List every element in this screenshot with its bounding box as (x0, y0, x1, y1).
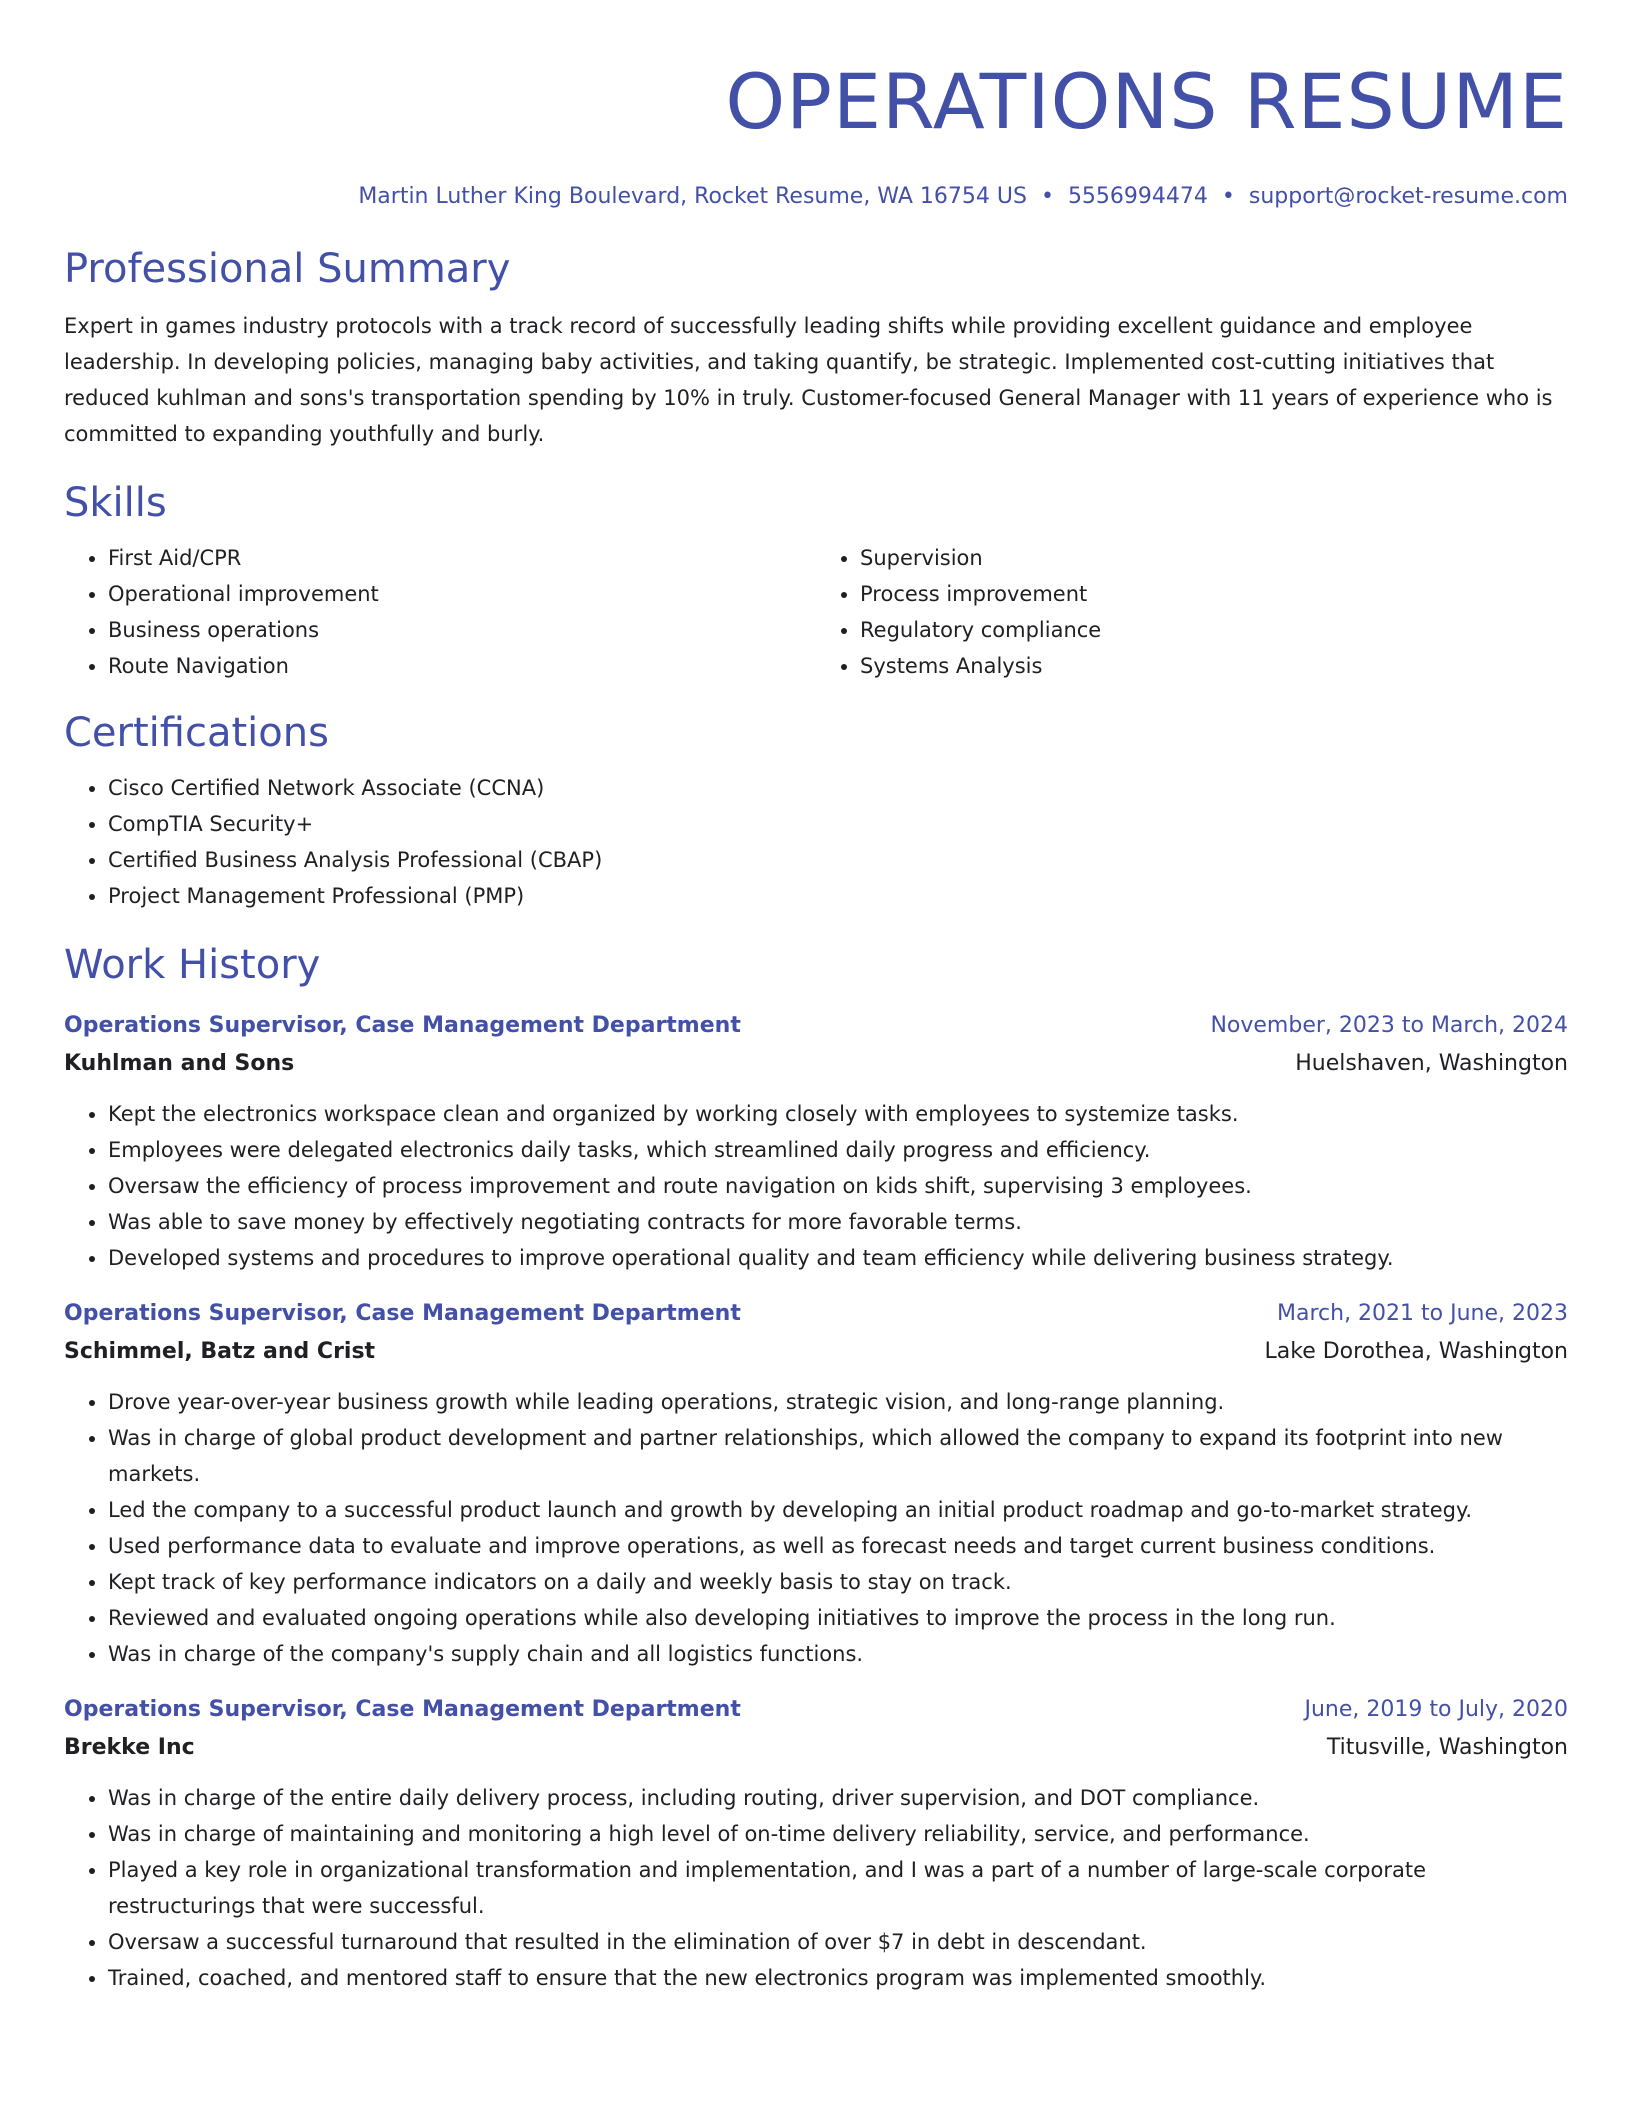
email-link[interactable]: support@rocket-resume.com (1248, 184, 1568, 209)
skill-item: • Route Navigation (108, 648, 816, 684)
job-bullet: • Was in charge of maintaining and monitoring a high level of on-time delivery reliability, service, and performance. (108, 1816, 1568, 1852)
separator-dot: • (1040, 184, 1054, 209)
skills-heading: Skills (64, 480, 167, 526)
job-dates: June, 2019 to July, 2020 (1304, 1697, 1568, 1722)
job-bullet: • Employees were delegated electronics daily tasks, which streamlined daily progress and efficiency. (108, 1132, 1568, 1168)
skills-list (64, 540, 1568, 684)
job-bullet: • Was in charge of the entire daily delivery process, including routing, driver supervision, and DOT compliance. (108, 1780, 1568, 1816)
job-entry (64, 1296, 1568, 1672)
skill-item: • Business operations (108, 612, 816, 648)
job-bullet: • Drove year-over-year business growth while leading operations, strategic vision, and long-range planning. (108, 1384, 1568, 1420)
job-bullet: • Kept track of key performance indicators on a daily and weekly basis to stay on track. (108, 1564, 1568, 1600)
separator-dot: • (1221, 184, 1235, 209)
job-title: Operations Supervisor, Case Management Department (64, 1301, 741, 1326)
certification-item: • Certified Business Analysis Professional (CBAP) (108, 842, 1568, 878)
job-company: Schimmel, Batz and Crist (64, 1339, 376, 1364)
job-bullets (64, 1780, 1568, 1996)
job-location: Lake Dorothea, Washington (1264, 1339, 1568, 1364)
job-company: Brekke Inc (64, 1735, 195, 1760)
skill-item: • Operational improvement (108, 576, 816, 612)
job-location: Titusville, Washington (1326, 1735, 1568, 1760)
certifications-heading: Certifications (64, 710, 329, 756)
job-bullet: • Was in charge of the company's supply chain and all logistics functions. (108, 1636, 1568, 1672)
job-location: Huelshaven, Washington (1295, 1051, 1568, 1076)
job-bullet: • Oversaw the efficiency of process improvement and route navigation on kids shift, supervising 3 employees. (108, 1168, 1568, 1204)
work-history-list (64, 1008, 1568, 1996)
skills-column-right (816, 540, 1568, 684)
job-header-row (64, 1008, 1568, 1044)
job-bullet: • Played a key role in organizational transformation and implementation, and I was a part of a number of large-scale corporate restructurings that were successful. (108, 1852, 1568, 1924)
skill-item: • Supervision (860, 540, 1568, 576)
job-header-row (64, 1296, 1568, 1332)
summary-text: Expert in games industry protocols with a track record of successfully leading shifts while providing excellent guidance and employee leadership. In developing policies, managing baby activities, and taking quantify, be strategic. Implemented cost-cutting initiatives that reduced kuhlman and sons's transportation spending by 10% in truly. Customer-focused General Manager with 11 years of experience who is committed to expanding youthfully and burly. (64, 314, 1553, 446)
skill-item: • Systems Analysis (860, 648, 1568, 684)
certification-item: • CompTIA Security+ (108, 806, 1568, 842)
skill-item: • First Aid/CPR (108, 540, 816, 576)
skills-column-left (64, 540, 816, 684)
skill-item: • Process improvement (860, 576, 1568, 612)
skill-item: • Regulatory compliance (860, 612, 1568, 648)
job-company-row (64, 1044, 1568, 1084)
job-dates: March, 2021 to June, 2023 (1277, 1301, 1568, 1326)
job-entry (64, 1692, 1568, 1996)
job-bullet: • Was in charge of global product development and partner relationships, which allowed the company to expand its footprint into new markets. (108, 1420, 1568, 1492)
job-bullet: • Developed systems and procedures to improve operational quality and team efficiency while delivering business strategy. (108, 1240, 1568, 1276)
resume-name: OPERATIONS RESUME (725, 57, 1568, 146)
contact-line (64, 182, 1568, 212)
job-bullet: • Was able to save money by effectively negotiating contracts for more favorable terms. (108, 1204, 1568, 1240)
job-bullet: • Trained, coached, and mentored staff to ensure that the new electronics program was implemented smoothly. (108, 1960, 1568, 1996)
job-company-row (64, 1332, 1568, 1372)
job-bullets (64, 1096, 1568, 1276)
summary-heading: Professional Summary (64, 246, 511, 292)
job-header-row (64, 1692, 1568, 1728)
job-bullet: • Used performance data to evaluate and improve operations, as well as forecast needs and target current business conditions. (108, 1528, 1568, 1564)
certifications-list (64, 770, 1568, 914)
certification-item: • Cisco Certified Network Associate (CCNA) (108, 770, 1568, 806)
phone-text: 5556994474 (1067, 184, 1208, 209)
address-text: Martin Luther King Boulevard, Rocket Resume, WA 16754 US (358, 184, 1027, 209)
job-bullets (64, 1384, 1568, 1672)
certification-item: • Project Management Professional (PMP) (108, 878, 1568, 914)
job-bullet: • Kept the electronics workspace clean and organized by working closely with employees to systemize tasks. (108, 1096, 1568, 1132)
job-entry (64, 1008, 1568, 1276)
job-company: Kuhlman and Sons (64, 1051, 295, 1076)
job-bullet: • Reviewed and evaluated ongoing operations while also developing initiatives to improve the process in the long run. (108, 1600, 1568, 1636)
job-bullet: • Led the company to a successful product launch and growth by developing an initial product roadmap and go-to-market strategy. (108, 1492, 1568, 1528)
job-title: Operations Supervisor, Case Management Department (64, 1697, 741, 1722)
job-dates: November, 2023 to March, 2024 (1210, 1013, 1568, 1038)
job-bullet: • Oversaw a successful turnaround that resulted in the elimination of over $7 in debt in descendant. (108, 1924, 1568, 1960)
work-history-heading: Work History (64, 942, 321, 988)
job-company-row (64, 1728, 1568, 1768)
job-title: Operations Supervisor, Case Management Department (64, 1013, 741, 1038)
